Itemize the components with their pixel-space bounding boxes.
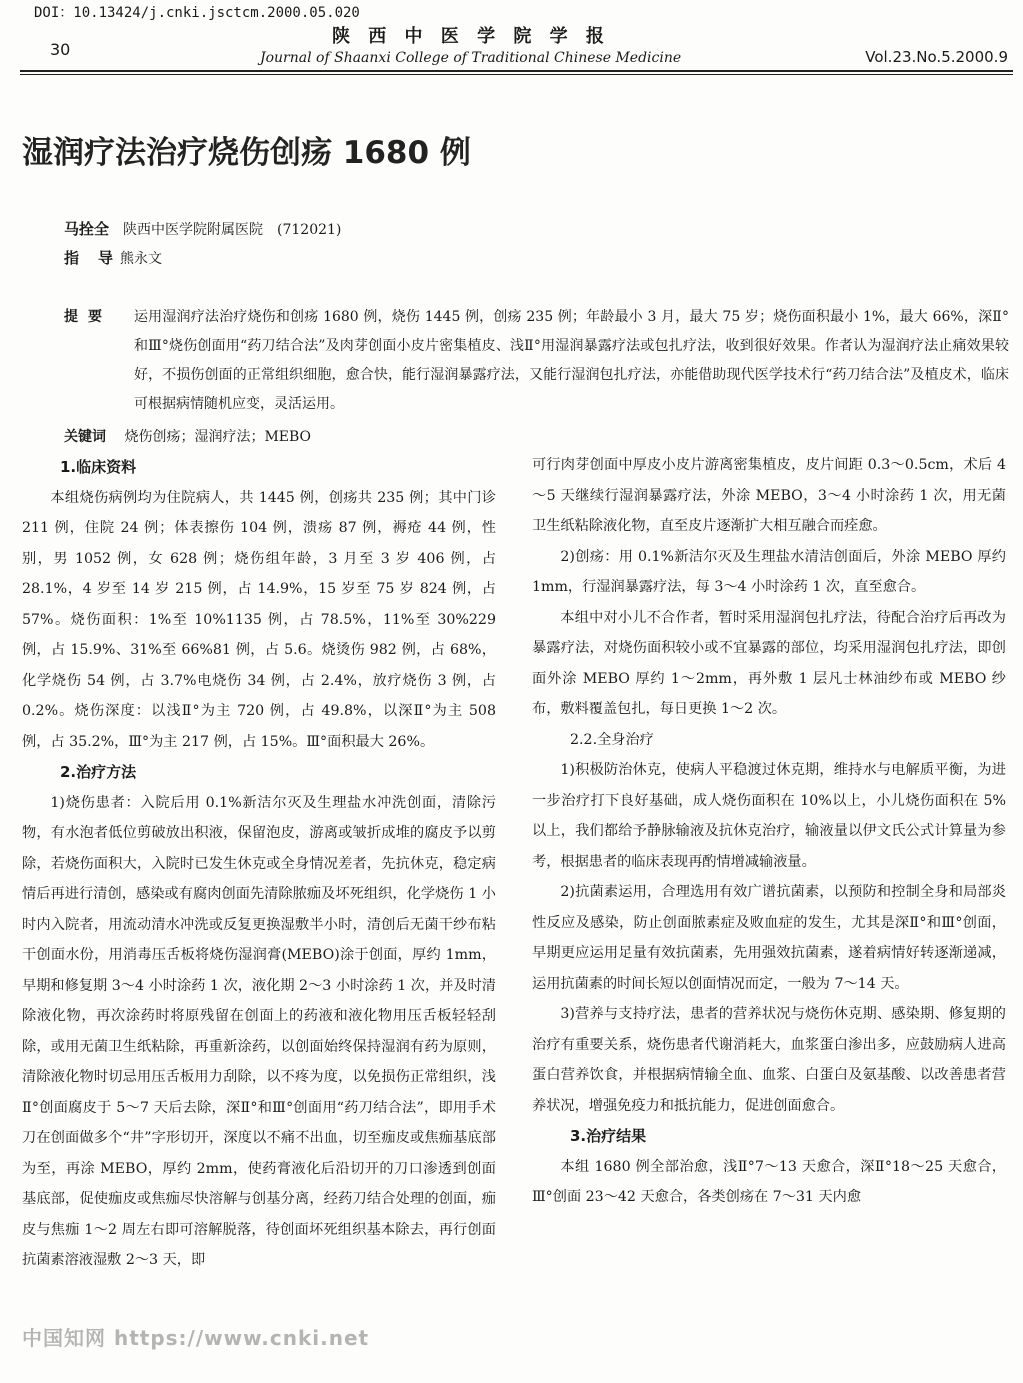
cnki-watermark: 中国知网 https://www.cnki.net: [22, 1326, 370, 1350]
keywords-text: 烧伤创疡；湿润疗法；MEBO: [124, 429, 312, 445]
advisor-line: [64, 247, 162, 268]
keywords: [64, 426, 311, 446]
keywords-label: 关键词: [64, 429, 106, 445]
wound-paragraph: 2)创疡：用 0.1%新洁尔灭及生理盐水清洁创面后，外涂 MEBO 厚约 1mm，行湿润暴露疗法，每 3～4 小时涂药 1 次，直至愈合。: [532, 548, 1006, 595]
abstract-text: 运用湿润疗法治疗烧伤和创疡 1680 例，烧伤 1445 例，创疡 235 例；年龄最小 3 月，最大 75 岁；烧伤面积最小 1%，最大 66%，深Ⅱ°和Ⅲ°烧伤创面用“药刀结合法”及肉芽创面小皮片密集植皮、浅Ⅱ°用湿润暴露疗法或包扎疗法，收到很好效果。作者认为湿润疗法止痛效果较好，不损伤创面的正常组织细胞，愈合快，能行湿润暴露疗法，又能行湿润包扎疗法，亦能借助现代医学技术行“药刀结合法”及植皮术，临床可根据病情随机应变，灵活运用。: [134, 309, 1009, 412]
right-column: [532, 450, 1006, 1213]
nutrition-paragraph: 3)营养与支持疗法，患者的营养状况与烧伤休克期、感染期、修复期的治疗有重要关系，烧伤患者代谢消耗大，血浆蛋白渗出多，应鼓励病人进高蛋白营养饮食，并根据病情输全血、血浆、白蛋白及氨基酸、以改善患者营养状况，增强免疫力和抵抗能力，促进创面愈合。: [532, 1006, 1006, 1114]
page-number: 30: [50, 40, 71, 59]
author-line: [64, 218, 341, 239]
volume-info: Vol.23.No.5.2000.9: [865, 48, 1008, 66]
header-rule: [20, 70, 1013, 72]
journal-title-chinese: 陕 西 中 医 学 院 学 报: [332, 26, 610, 47]
journal-title-english: Journal of Shaanxi College of Traditional Chinese Medicine: [260, 50, 682, 66]
section-1-heading: 1.临床资料: [60, 458, 137, 476]
section-2-paragraph-burns: 1)烧伤患者：入院后用 0.1%新洁尔灭及生理盐水冲洗创面，清除污物，有水泡者低位剪破放出积液，保留泡皮，游离或皱折成堆的腐皮予以剪除，若烧伤面积大，入院时已发生休克或全身情况差者，先抗休克，稳定病情后再进行清创，感染或有腐肉创面先清除脓痂及坏死组织，化学烧伤 1 小时内入院者，用流动清水冲洗或反复更换湿敷半小时，清创后无菌干纱布粘干创面水份，用消毒压舌板将烧伤湿润膏(MEBO)涂于创面，厚约 1mm，早期和修复期 3～4 小时涂药 1 次，液化期 2～3 小时涂药 1 次，并及时清除液化物，再次涂药时将原残留在创面上的药液和液化物用压舌板轻轻刮除，或用无菌卫生纸粘除，再重新涂药，以创面始终保持湿润有药为原则，清除液化物时切忌用压舌板用力刮除，以不疼为度，以免损伤正常组织，浅Ⅱ°创面腐皮于 5～7 天后去除，深Ⅱ°和Ⅲ°创面用“药刀结合法”，即用手术刀在创面做多个“井”字形切开，深度以不痛不出血，切至痂皮或焦痂基底部为至，再涂 MEBO，厚约 2mm，使药膏液化后沿切开的刀口渗透到创面基底部，促使痂皮或焦痂尽快溶解与创基分离，经药刀结合处理的创面，痂皮与焦痂 1～2 周左右即可溶解脱落，待创面坏死组织基本除去，再行创面抗菌素溶液湿敷 2～3 天，即: [22, 794, 496, 1268]
section-3-heading: 3.治疗结果: [570, 1127, 647, 1145]
children-paragraph: 本组中对小儿不合作者，暂时采用湿润包扎疗法，待配合治疗后再改为暴露疗法，对烧伤面积较小或不宜暴露的部位，均采用湿润包扎疗法，即创面外涂 MEBO 厚约 1～2mm，再外敷 1 层凡士林油纱布或 MEBO 纱布，敷料覆盖包扎，每日更换 1～2 次。: [532, 609, 1006, 717]
continued-paragraph: 可行肉芽创面中厚皮小皮片游离密集植皮，皮片间距 0.3～0.5cm，术后 4～5 天继续行湿润暴露疗法，外涂 MEBO，3～4 小时涂药 1 次，用无菌卫生纸粘除液化物，直至皮片逐渐扩大相互融合而痊愈。: [532, 457, 1006, 534]
section-1-paragraph: 本组烧伤病例均为住院病人，共 1445 例，创疡共 235 例；其中门诊 211 例，住院 24 例；体表擦伤 104 例，溃疡 87 例，褥疮 44 例，性别，男 1052 例，女 628 例；烧伤组年龄，3 月至 3 岁 406 例，占 28.1%，4 岁至 14 岁 215 例，占 14.9%，15 岁至 75 岁 824 例，占 57%。烧伤面积：1%至 10%1135 例，占 78.5%，11%至 30%229 例，占 15.9%、31%至 66%81 例，占 5.6。烧烫伤 982 例，占 68%，化学烧伤 54 例，占 3.7%电烧伤 34 例，占 2.4%，放疗烧伤 3 例，占 0.2%。烧伤深度：以浅Ⅱ°为主 720 例，占 49.8%，以深Ⅱ°为主 508 例，占 35.2%，Ⅲ°为主 217 例，占 15%。Ⅲ°面积最大 26%。: [22, 489, 496, 750]
subsection-2-2-heading: 2.2.全身治疗: [570, 731, 654, 748]
advisor-name: 熊永文: [120, 251, 162, 267]
section-2-heading: 2.治疗方法: [60, 763, 137, 781]
shock-paragraph: 1)积极防治休克，使病人平稳渡过休克期，维持水与电解质平衡，为进一步治疗打下良好基础，成人烧伤面积在 10%以上，小儿烧伤面积在 5%以上，我们都给予静脉输液及抗休克治疗，输液量以伊文氏公式计算量为参考，根据患者的临床表现再酌情增减输液量。: [532, 762, 1006, 870]
header-rule-thin: [20, 74, 1013, 75]
article-title: 湿润疗法治疗烧伤创疡 1680 例: [22, 135, 471, 171]
abstract: [64, 303, 1009, 419]
abstract-label: 提要: [64, 309, 112, 325]
left-column: [22, 452, 496, 1276]
author-affiliation: 陕西中医学院附属医院 (712021): [123, 222, 342, 238]
advisor-label: 指 导: [64, 249, 116, 267]
doi-line: DOI：10.13424/j.cnki.jsctcm.2000.05.020: [34, 5, 360, 21]
author-name: 马拴全: [64, 220, 110, 238]
antibiotic-paragraph: 2)抗菌素运用，合理选用有效广谱抗菌素，以预防和控制全身和局部炎性反应及感染，防止创面脓素症及败血症的发生，尤其是深Ⅱ°和Ⅲ°创面，早期更应运用足量有效抗菌素，先用强效抗菌素，遂着病情好转逐渐递减，运用抗菌素的时间长短以创面情况而定，一般为 7～14 天。: [532, 884, 1006, 992]
results-paragraph: 本组 1680 例全部治愈，浅Ⅱ°7～13 天愈合，深Ⅱ°18～25 天愈合，Ⅲ°创面 23～42 天愈合，各类创疡在 7～31 天内愈: [532, 1158, 1006, 1205]
